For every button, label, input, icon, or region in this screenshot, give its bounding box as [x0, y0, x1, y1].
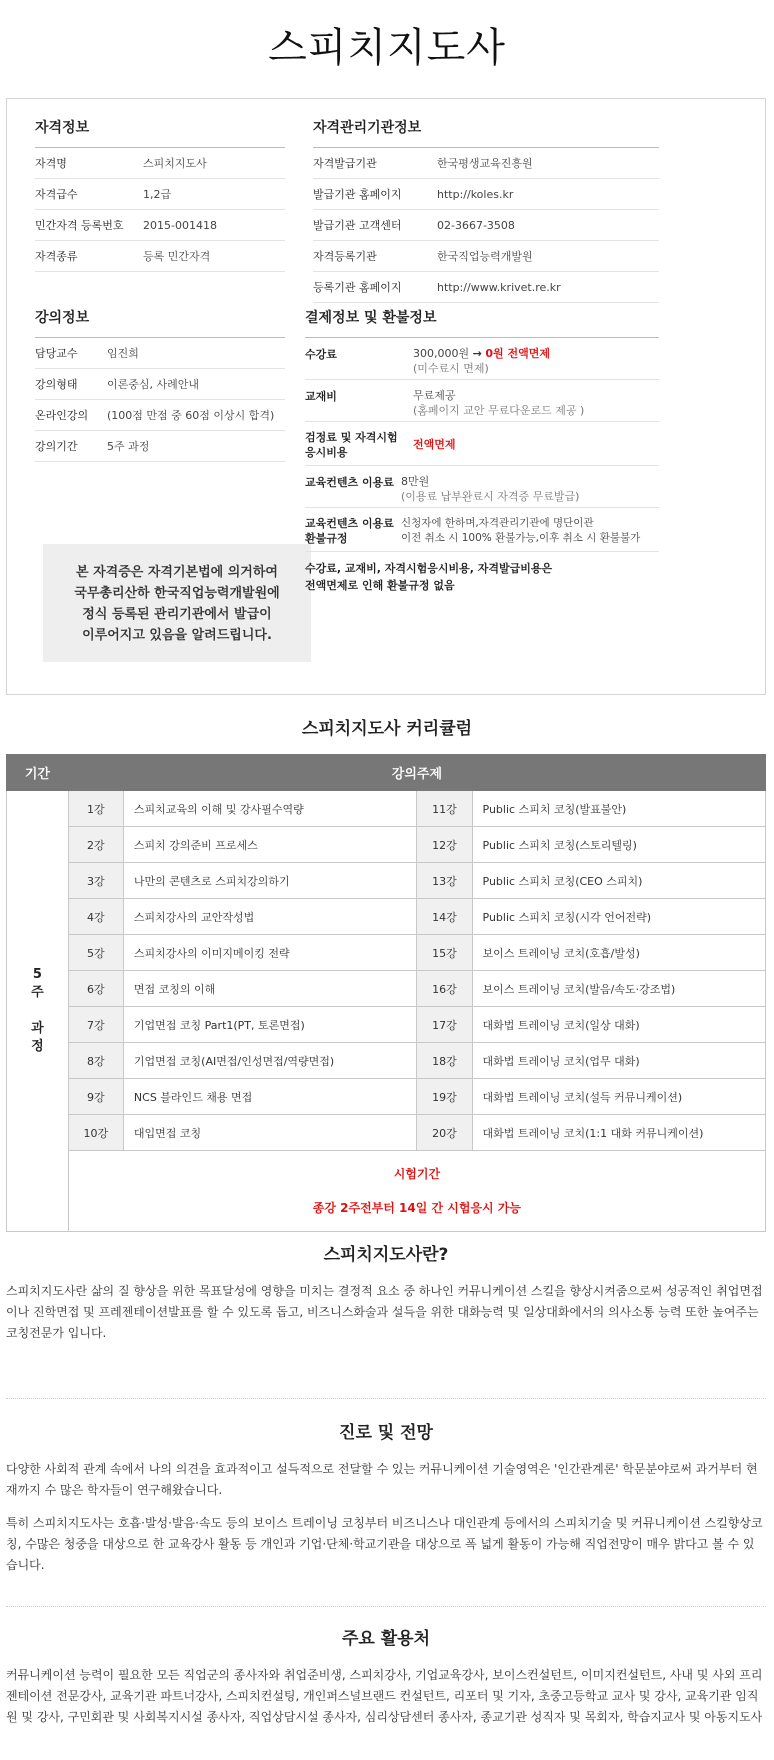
lecture-topic: 대화법 트레이닝 코치(설득 커뮤니케이션) [472, 1079, 765, 1115]
refund-value: 신청자에 한하며,자격관리기관에 명단이관 [401, 517, 594, 529]
page-title: 스피치지도사 [268, 25, 506, 71]
exam-fee-label: 응시비용 [305, 445, 348, 459]
col-topic: 강의주제 [68, 755, 765, 791]
payment-section [305, 307, 659, 594]
org-info-value: 02-3667-3508 [437, 218, 515, 232]
org-info-row [313, 272, 659, 303]
period-char: 주 [31, 985, 44, 1000]
refund-row [305, 508, 659, 552]
lecture-info-title: 강의정보 [35, 307, 285, 338]
lecture-info-row [35, 338, 285, 369]
lecture-info-label: 온라인강의 [35, 409, 89, 422]
table-row [7, 1043, 766, 1079]
lecture-info-row [35, 400, 285, 431]
content-fee-label: 교육컨텐츠 이용료 [305, 476, 394, 489]
fee-free: 0원 전액면제 [485, 347, 550, 360]
qual-info-value: 2015-001418 [143, 218, 217, 232]
notice-box [43, 544, 311, 662]
divider [6, 1606, 766, 1607]
org-info-row [313, 179, 659, 210]
payment-title: 결제정보 및 환불정보 [305, 307, 659, 338]
lecture-info-value: (100점 만점 중 60점 이상시 합격) [107, 409, 275, 422]
qual-info-label: 자격명 [35, 157, 67, 170]
lecture-topic: 스피치강사의 교안작성법 [123, 899, 416, 935]
org-info-value[interactable]: http://koles.kr [437, 187, 514, 201]
table-row [7, 827, 766, 863]
refund-label: 교육컨텐츠 이용료 [305, 517, 394, 530]
org-info-value: 한국평생교육진흥원 [437, 157, 533, 170]
lecture-info-value: 임진희 [107, 347, 139, 360]
lecture-topic: 대화법 트레이닝 코치(일상 대화) [472, 1007, 765, 1043]
fee-sub: (미수료시 면제) [413, 362, 489, 375]
lecture-topic: 나만의 콘텐츠로 스피치강의하기 [123, 863, 416, 899]
lecture-number: 3강 [68, 863, 123, 899]
about-title: 스피치지도사란? [323, 1245, 449, 1265]
lecture-number: 18강 [417, 1043, 472, 1079]
org-info-row [313, 241, 659, 272]
fee-arrow: → [472, 347, 482, 360]
lecture-info-value: 5주 과정 [107, 440, 150, 453]
org-info-label: 자격등록기관 [313, 250, 377, 263]
lecture-info-section [35, 307, 285, 462]
content-fee-value: 8만원 [401, 475, 430, 488]
table-row [7, 863, 766, 899]
about-body: 스피치지도사란 삶의 질 향상을 위한 목표달성에 영향을 미치는 결정적 요소 중 하나인 커뮤니케이션 스킬을 향상시켜줌으로써 성공적인 취업면접이나 진학면접 및 프레젠테이션발표를 할 수 있도록 돕고, 비즈니스화술과 설득을 위한 대화능력 및 일상대화에서의 의사소통 능력 또한 높여주는 코칭전문가 입니다. [6, 1284, 763, 1340]
book-row [305, 380, 659, 422]
qual-info-section [35, 117, 285, 272]
org-info-label: 발급기관 고객센터 [313, 219, 402, 232]
lecture-number: 11강 [417, 791, 472, 827]
qual-info-label: 민간자격 등록번호 [35, 219, 124, 232]
org-info-label: 자격발급기관 [313, 157, 377, 170]
qual-info-value: 등록 민간자격 [143, 250, 211, 263]
org-info-value: 한국직업능력개발원 [437, 250, 533, 263]
notice-line: 본 자격증은 자격기본법에 의거하여 [76, 565, 278, 580]
refund-value: 이전 취소 시 100% 환불가능,이후 취소 시 환불불가 [401, 532, 641, 544]
lecture-number: 10강 [68, 1115, 123, 1151]
curriculum-table [6, 754, 766, 1232]
period-char: 과 [31, 1021, 44, 1036]
lecture-topic: 대화법 트레이닝 코치(업무 대화) [472, 1043, 765, 1079]
lecture-topic: 면접 코칭의 이해 [123, 971, 416, 1007]
lecture-number: 5강 [68, 935, 123, 971]
exam-fee-label: 검정료 및 자격시험 [305, 430, 398, 444]
book-value: 무료제공 [413, 389, 456, 402]
lecture-topic: 기업면접 코칭 Part1(PT, 토론면접) [123, 1007, 416, 1043]
lecture-number: 14강 [417, 899, 472, 935]
org-info-row [313, 210, 659, 241]
lecture-topic: 대화법 트레이닝 코치(1:1 대화 커뮤니케이션) [472, 1115, 765, 1151]
qual-info-label: 자격종류 [35, 250, 78, 263]
org-info-value[interactable]: http://www.krivet.re.kr [437, 280, 561, 294]
qual-info-title: 자격정보 [35, 117, 285, 148]
lecture-number: 9강 [68, 1079, 123, 1115]
about-section [6, 1240, 766, 1344]
fee-row [305, 338, 659, 380]
table-row [7, 1115, 766, 1151]
lecture-topic: Public 스피치 코칭(발표불안) [472, 791, 765, 827]
info-box [6, 98, 766, 695]
fee-price: 300,000원 [413, 347, 470, 360]
lecture-info-value: 이론중심, 사례안내 [107, 378, 200, 391]
notice-line: 정식 등록된 관리기관에서 발급이 [82, 607, 272, 622]
lecture-topic: 보이스 트레이닝 코치(발음/속도·강조법) [472, 971, 765, 1007]
qual-info-label: 자격급수 [35, 188, 78, 201]
book-label: 교재비 [305, 390, 337, 403]
career-p2: 특히 스피치지도사는 호흡·발성·발음·속도 등의 보이스 트레이닝 코칭부터 비즈니스나 대인관계 등에서의 스피치기술 및 커뮤니케이션 스킬향상코칭, 수많은 청중을 대상으로 한 교육강사 활동 등 개인과 기업·단체·학교기관을 대상으로 폭 넓게 활동이 가능해 직업전망이 매우 밝다고 볼 수 있습니다. [6, 1516, 763, 1572]
career-p1: 다양한 사회적 관계 속에서 나의 의견을 효과적이고 설득적으로 전달할 수 있는 커뮤니케이션 기술영역은 '인간관계론' 학문분야로써 과거부터 현재까지 수 많은 학자들이 연구해왔습니다. [6, 1462, 758, 1497]
lecture-info-label: 담당교수 [35, 347, 78, 360]
career-section [6, 1418, 766, 1576]
lecture-info-row [35, 431, 285, 462]
lecture-info-row [35, 369, 285, 400]
lecture-topic: 보이스 트레이닝 코치(호흡/발성) [472, 935, 765, 971]
notice-line: 국무총리산하 한국직업능력개발원에 [74, 586, 280, 601]
exam-row [7, 1151, 766, 1232]
period-char: 정 [31, 1039, 44, 1054]
lecture-info-label: 강의형태 [35, 378, 78, 391]
qual-info-value: 1,2급 [143, 188, 172, 201]
qual-info-row [35, 241, 285, 272]
lecture-number: 2강 [68, 827, 123, 863]
usage-body: 커뮤니케이션 능력이 필요한 모든 직업군의 종사자와 취업준비생, 스피치강사, 기업교육강사, 보이스컨설턴트, 이미지컨설턴트, 사내 및 사외 프리젠테이션 전문강사, 교육기관 파트너강사, 스피치컨설팅, 개인퍼스널브랜드 컨설턴트, 리포터 및 기자, 초중고등학교 교사 및 강사, 교육기관 임직원 및 강사, 구민회관 및 사회복지시설 종사자, 직업상담시설 종사자, 심리상담센터 종사자, 종교기관 성직자 및 목회자, 학습지교사 및 아동지도사 [6, 1668, 763, 1724]
col-period: 기간 [7, 755, 69, 791]
lecture-number: 12강 [417, 827, 472, 863]
refund-label: 환불규정 [305, 532, 348, 545]
org-info-label: 발급기관 홈페이지 [313, 188, 402, 201]
lecture-number: 19강 [417, 1079, 472, 1115]
qual-info-value: 스피치지도사 [143, 157, 207, 170]
lecture-number: 20강 [417, 1115, 472, 1151]
divider [6, 1398, 766, 1399]
period-char: 5 [32, 967, 42, 982]
lecture-topic: 스피치강사의 이미지메이킹 전략 [123, 935, 416, 971]
table-row [7, 971, 766, 1007]
usage-title: 주요 활용처 [341, 1629, 431, 1649]
table-row [7, 791, 766, 827]
org-info-section [313, 117, 659, 303]
exam-fee-row [305, 422, 659, 466]
usage-section [6, 1624, 766, 1728]
lecture-topic: 대입면접 코칭 [123, 1115, 416, 1151]
qual-info-row [35, 179, 285, 210]
lecture-topic: Public 스피치 코칭(CEO 스피치) [472, 863, 765, 899]
lecture-topic: Public 스피치 코칭(시각 언어전략) [472, 899, 765, 935]
org-info-title: 자격관리기관정보 [313, 117, 659, 148]
lecture-number: 15강 [417, 935, 472, 971]
exam-fee-value: 전액면제 [413, 438, 456, 451]
period-cell [7, 791, 69, 1232]
exam-cell [68, 1151, 765, 1232]
lecture-number: 7강 [68, 1007, 123, 1043]
fee-label: 수강료 [305, 348, 337, 361]
lecture-number: 1강 [68, 791, 123, 827]
lecture-topic: 스피치교육의 이해 및 강사필수역량 [123, 791, 416, 827]
lecture-number: 13강 [417, 863, 472, 899]
table-row [7, 899, 766, 935]
refund-footnote [305, 552, 659, 594]
qual-info-row [35, 210, 285, 241]
lecture-info-label: 강의기간 [35, 440, 78, 453]
lecture-topic: 스피치 강의준비 프로세스 [123, 827, 416, 863]
book-sub: (홈페이지 교안 무료다운로드 제공 ) [413, 404, 585, 417]
curriculum-header [7, 755, 766, 791]
lecture-number: 16강 [417, 971, 472, 1007]
career-title: 진로 및 전망 [339, 1423, 433, 1443]
footnote-line: 수강료, 교재비, 자격시험응시비용, 자격발급비용은 [305, 562, 553, 575]
table-row [7, 935, 766, 971]
lecture-topic: NCS 블라인드 채용 면접 [123, 1079, 416, 1115]
qual-info-row [35, 148, 285, 179]
content-fee-row [305, 466, 659, 508]
lecture-number: 6강 [68, 971, 123, 1007]
exam-desc: 종강 2주전부터 14일 간 시험응시 가능 [312, 1201, 521, 1215]
curriculum-title: 스피치지도사 커리큘럼 [301, 719, 473, 739]
exam-title: 시험기간 [393, 1167, 441, 1181]
table-row [7, 1079, 766, 1115]
lecture-number: 4강 [68, 899, 123, 935]
org-info-row [313, 148, 659, 179]
table-row [7, 1007, 766, 1043]
content-fee-sub: (이용료 납부완료시 자격증 무료발급) [401, 490, 580, 503]
lecture-number: 17강 [417, 1007, 472, 1043]
notice-line: 이루어지고 있음을 알려드립니다. [82, 628, 272, 643]
footnote-line: 전액면제로 인해 환불규정 없음 [305, 579, 455, 592]
lecture-number: 8강 [68, 1043, 123, 1079]
lecture-topic: 기업면접 코칭(AI면접/인성면접/역량면접) [123, 1043, 416, 1079]
lecture-topic: Public 스피치 코칭(스토리텔링) [472, 827, 765, 863]
org-info-label: 등록기관 홈페이지 [313, 281, 402, 294]
